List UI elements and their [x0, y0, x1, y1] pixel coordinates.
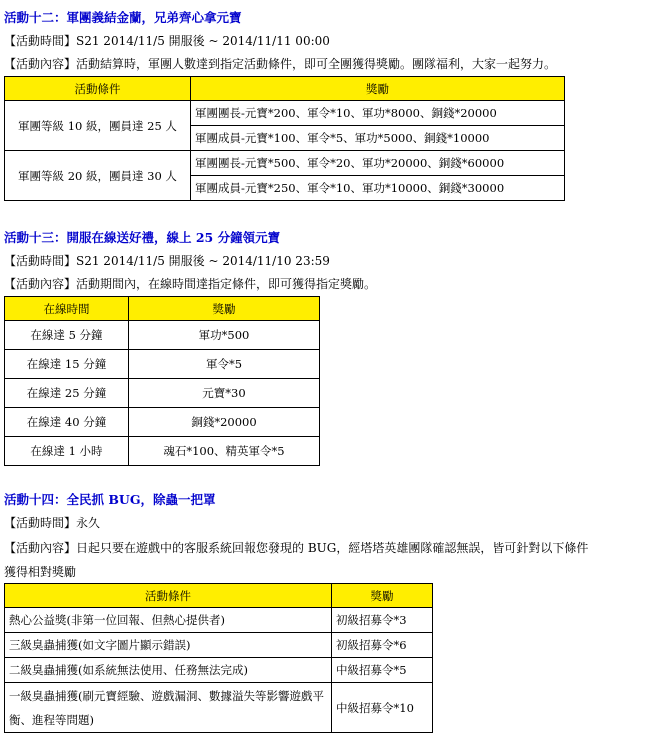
reward-cell: 軍團團長-元寶*500、軍令*20、軍功*20000、銅錢*60000	[191, 151, 565, 176]
condition-cell: 軍團等級 10 級，團員達 25 人	[5, 101, 191, 151]
section-13-content: 【活動內容】活動期間內，在線時間達指定條件，即可獲得指定獎勵。	[4, 277, 377, 291]
condition-cell: 在線達 15 分鐘	[5, 350, 129, 379]
section-12-table	[4, 76, 565, 201]
condition-cell: 熱心公益獎(非第一位回報、但熱心提供者)	[5, 608, 332, 633]
section-12-title: 活動十二：軍團義結金蘭，兄弟齊心拿元寶	[4, 10, 242, 25]
section-13-time: 【活動時間】S21 2014/11/5 開服後 ~ 2014/11/10 23:59	[4, 254, 330, 268]
table-row	[5, 633, 433, 658]
condition-cell: 在線達 5 分鐘	[5, 321, 129, 350]
reward-cell: 銅錢*20000	[129, 408, 320, 437]
reward-cell: 軍團成員-元寶*100、軍令*5、軍功*5000、銅錢*10000	[191, 126, 565, 151]
condition-cell: 三級臭蟲捕獲(如文字圖片顯示錯誤)	[5, 633, 332, 658]
reward-cell: 軍團團長-元寶*200、軍令*10、軍功*8000、銅錢*20000	[191, 101, 565, 126]
table-header: 活動條件	[5, 584, 332, 608]
table-row	[5, 321, 320, 350]
condition-cell: 二級臭蟲捕獲(如系統無法使用、任務無法完成)	[5, 658, 332, 683]
table-header: 在線時間	[5, 297, 129, 321]
section-14-title: 活動十四：全民抓 BUG，除蟲一把罩	[4, 492, 216, 507]
reward-cell: 初級招募令*6	[332, 633, 433, 658]
section-12-time: 【活動時間】S21 2014/11/5 開服後 ~ 2014/11/11 00:00	[4, 34, 330, 48]
table-row	[5, 151, 565, 176]
section-13-title: 活動十三：開服在線送好禮，線上 25 分鐘領元寶	[4, 230, 281, 245]
table-header: 獎勵	[129, 297, 320, 321]
table-row	[5, 658, 433, 683]
table-header: 獎勵	[332, 584, 433, 608]
reward-cell: 軍令*5	[129, 350, 320, 379]
condition-cell: 一級臭蟲捕獲(刷元寶經驗、遊戲漏洞、數據溢失等影響遊戲平衡、進程等問題)	[5, 683, 332, 733]
section-12-content: 【活動內容】活動結算時，軍團人數達到指定活動條件，即可全團獲得獎勵。團隊福利，大家一起努力。	[4, 57, 557, 71]
reward-cell: 魂石*100、精英軍令*5	[129, 437, 320, 466]
table-header: 活動條件	[5, 77, 191, 101]
reward-cell: 中級招募令*10	[332, 683, 433, 733]
reward-cell: 初級招募令*3	[332, 608, 433, 633]
section-14-time: 【活動時間】永久	[4, 516, 101, 530]
reward-cell: 軍團成員-元寶*250、軍令*10、軍功*10000、銅錢*30000	[191, 176, 565, 201]
reward-cell: 中級招募令*5	[332, 658, 433, 683]
table-header: 獎勵	[191, 77, 565, 101]
condition-cell: 在線達 25 分鐘	[5, 379, 129, 408]
table-row	[5, 683, 433, 733]
section-13-table	[4, 296, 320, 466]
table-row	[5, 608, 433, 633]
table-row	[5, 379, 320, 408]
table-row	[5, 408, 320, 437]
section-14-content-line-2: 獲得相對獎勵	[4, 565, 77, 579]
section-14-table	[4, 583, 433, 733]
reward-cell: 元寶*30	[129, 379, 320, 408]
table-row	[5, 437, 320, 466]
condition-cell: 在線達 1 小時	[5, 437, 129, 466]
reward-cell: 軍功*500	[129, 321, 320, 350]
condition-cell: 在線達 40 分鐘	[5, 408, 129, 437]
table-row	[5, 101, 565, 126]
section-14-content-line-1: 【活動內容】日起只要在遊戲中的客服系統回報您發現的 BUG，經塔塔英雄團隊確認無誤，皆可針對以下條件	[4, 541, 589, 555]
condition-cell: 軍團等級 20 級，團員達 30 人	[5, 151, 191, 201]
table-row	[5, 350, 320, 379]
